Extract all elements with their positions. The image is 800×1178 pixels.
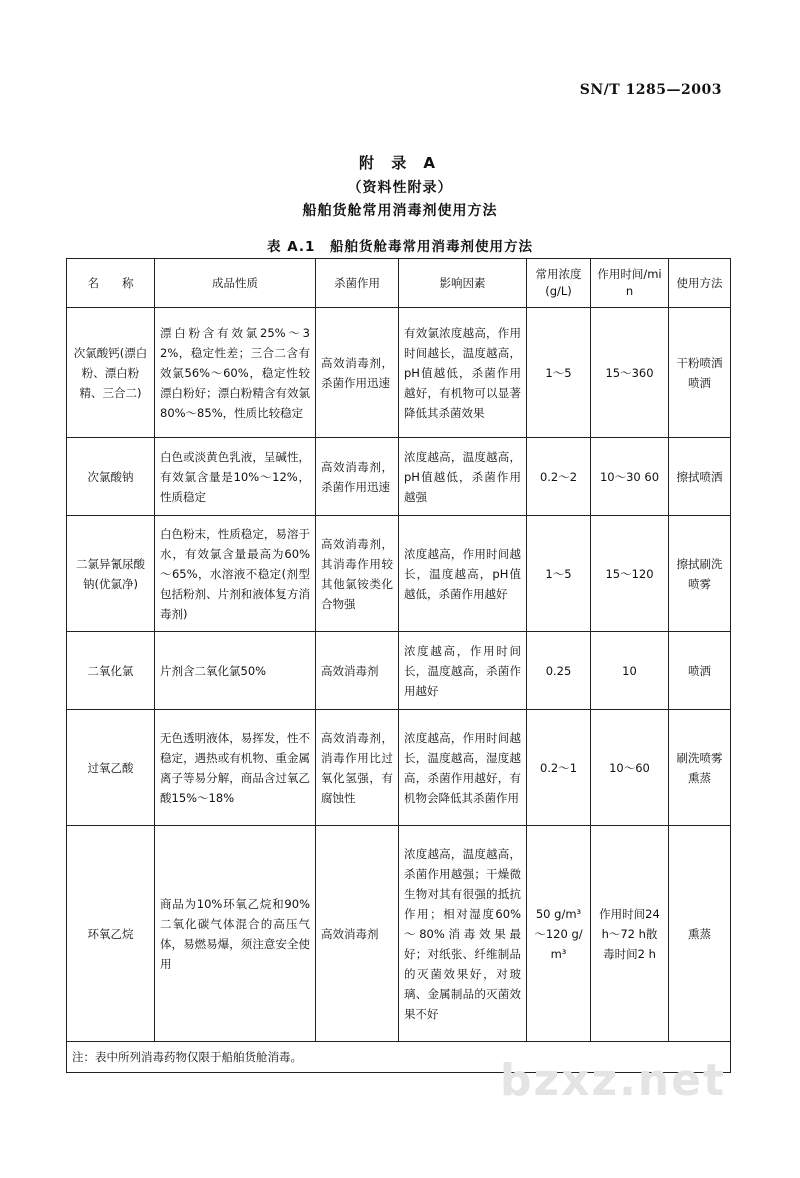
table-row [67,826,731,1042]
cell-time: 10～60 [591,710,669,826]
cell-concentration: 1～5 [527,516,591,632]
cell-action: 高效消毒剂 [316,632,399,710]
cell-time: 15～360 [591,308,669,438]
cell-factors: 浓度越高，作用时间长，温度越高，杀菌作用越好 [399,632,527,710]
cell-properties: 白色粉末，性质稳定，易溶于水，有效氯含量最高为60%～65%，水溶液不稳定(剂型包括粉剂、片剂和液体复方消毒剂) [155,516,316,632]
cell-action: 高效消毒剂，消毒作用比过氧化氢强，有腐蚀性 [316,710,399,826]
table-row [67,632,731,710]
cell-name: 环氧乙烷 [67,826,155,1042]
cell-properties: 漂白粉含有效氯25%～32%，稳定性差；三合二含有效氯56%～60%，稳定性较漂白粉好；漂白粉精含有效氯80%～85%，性质比较稳定 [155,308,316,438]
header-action: 杀菌作用 [316,259,399,308]
cell-properties: 商品为10%环氧乙烷和90%二氧化碳气体混合的高压气体，易燃易爆，须注意安全使用 [155,826,316,1042]
header-factors: 影响因素 [399,259,527,308]
cell-time: 10～30 60 [591,438,669,516]
cell-properties: 白色或淡黄色乳液，呈碱性，有效氯含量是10%～12%，性质稳定 [155,438,316,516]
table-row [67,710,731,826]
header-properties: 成品性质 [155,259,316,308]
appendix-title: 附 录 A [358,154,442,172]
table-row [67,438,731,516]
watermark: bzxz.net [500,1055,727,1106]
cell-concentration: 0.25 [527,632,591,710]
cell-time: 10 [591,632,669,710]
standard-code: SN/T 1285—2003 [579,82,722,98]
cell-method: 喷洒 [669,632,731,710]
cell-name: 次氯酸钠 [67,438,155,516]
cell-action: 高效消毒剂，其消毒作用较其他氯铵类化合物强 [316,516,399,632]
cell-concentration: 1～5 [527,308,591,438]
cell-method: 擦拭刷洗喷雾 [669,516,731,632]
cell-factors: 浓度越高，作用时间越长，温度越高，湿度越高，杀菌作用越好，有机物会降低其杀菌作用 [399,710,527,826]
table-row [67,308,731,438]
header-name: 名 称 [67,259,155,308]
cell-factors: 有效氯浓度越高，作用时间越长，温度越高，pH值越低，杀菌作用越好，有机物可以显著降低其杀菌效果 [399,308,527,438]
cell-properties: 片剂含二氧化氯50% [155,632,316,710]
table-row [67,516,731,632]
cell-concentration: 0.2～1 [527,710,591,826]
appendix-type: （资料性附录） [347,180,453,196]
cell-properties: 无色透明液体，易挥发，性不稳定，遇热或有机物、重金属离子等易分解，商品含过氧乙酸15%～18% [155,710,316,826]
appendix-name: 船舶货舱常用消毒剂使用方法 [302,203,498,219]
cell-name: 过氧乙酸 [67,710,155,826]
cell-action: 高效消毒剂，杀菌作用迅速 [316,438,399,516]
cell-time: 15～120 [591,516,669,632]
table-caption: 表 A.1 船舶货舱毒常用消毒剂使用方法 [267,239,533,255]
cell-factors: 浓度越高，温度越高，杀菌作用越强；干燥微生物对其有很强的抵抗作用；相对湿度60%～80%消毒效果最好；对纸张、纤维制品的灭菌效果好，对玻璃、金属制品的灭菌效果不好 [399,826,527,1042]
cell-concentration: 50 g/m³～120 g/m³ [527,826,591,1042]
cell-factors: 浓度越高，温度越高，pH值越低，杀菌作用越强 [399,438,527,516]
cell-method: 熏蒸 [669,826,731,1042]
cell-factors: 浓度越高，作用时间越长，温度越高，pH值越低，杀菌作用越好 [399,516,527,632]
header-concentration: 常用浓度(g/L) [527,259,591,308]
disinfectant-table [66,258,731,1073]
cell-method: 擦拭喷洒 [669,438,731,516]
cell-action: 高效消毒剂，杀菌作用迅速 [316,308,399,438]
cell-method: 干粉喷洒喷洒 [669,308,731,438]
cell-concentration: 0.2～2 [527,438,591,516]
table-note: 注：表中所列消毒药物仅限于船舶货舱消毒。 [67,1042,731,1073]
cell-time: 作用时间24 h～72 h散毒时间2 h [591,826,669,1042]
cell-name: 二氯异氰尿酸钠(优氯净) [67,516,155,632]
cell-name: 次氯酸钙(漂白粉、漂白粉精、三合二) [67,308,155,438]
cell-name: 二氧化氯 [67,632,155,710]
header-time: 作用时间/min [591,259,669,308]
table-header-row [67,259,731,308]
cell-method: 刷洗喷雾熏蒸 [669,710,731,826]
cell-action: 高效消毒剂 [316,826,399,1042]
header-method: 使用方法 [669,259,731,308]
